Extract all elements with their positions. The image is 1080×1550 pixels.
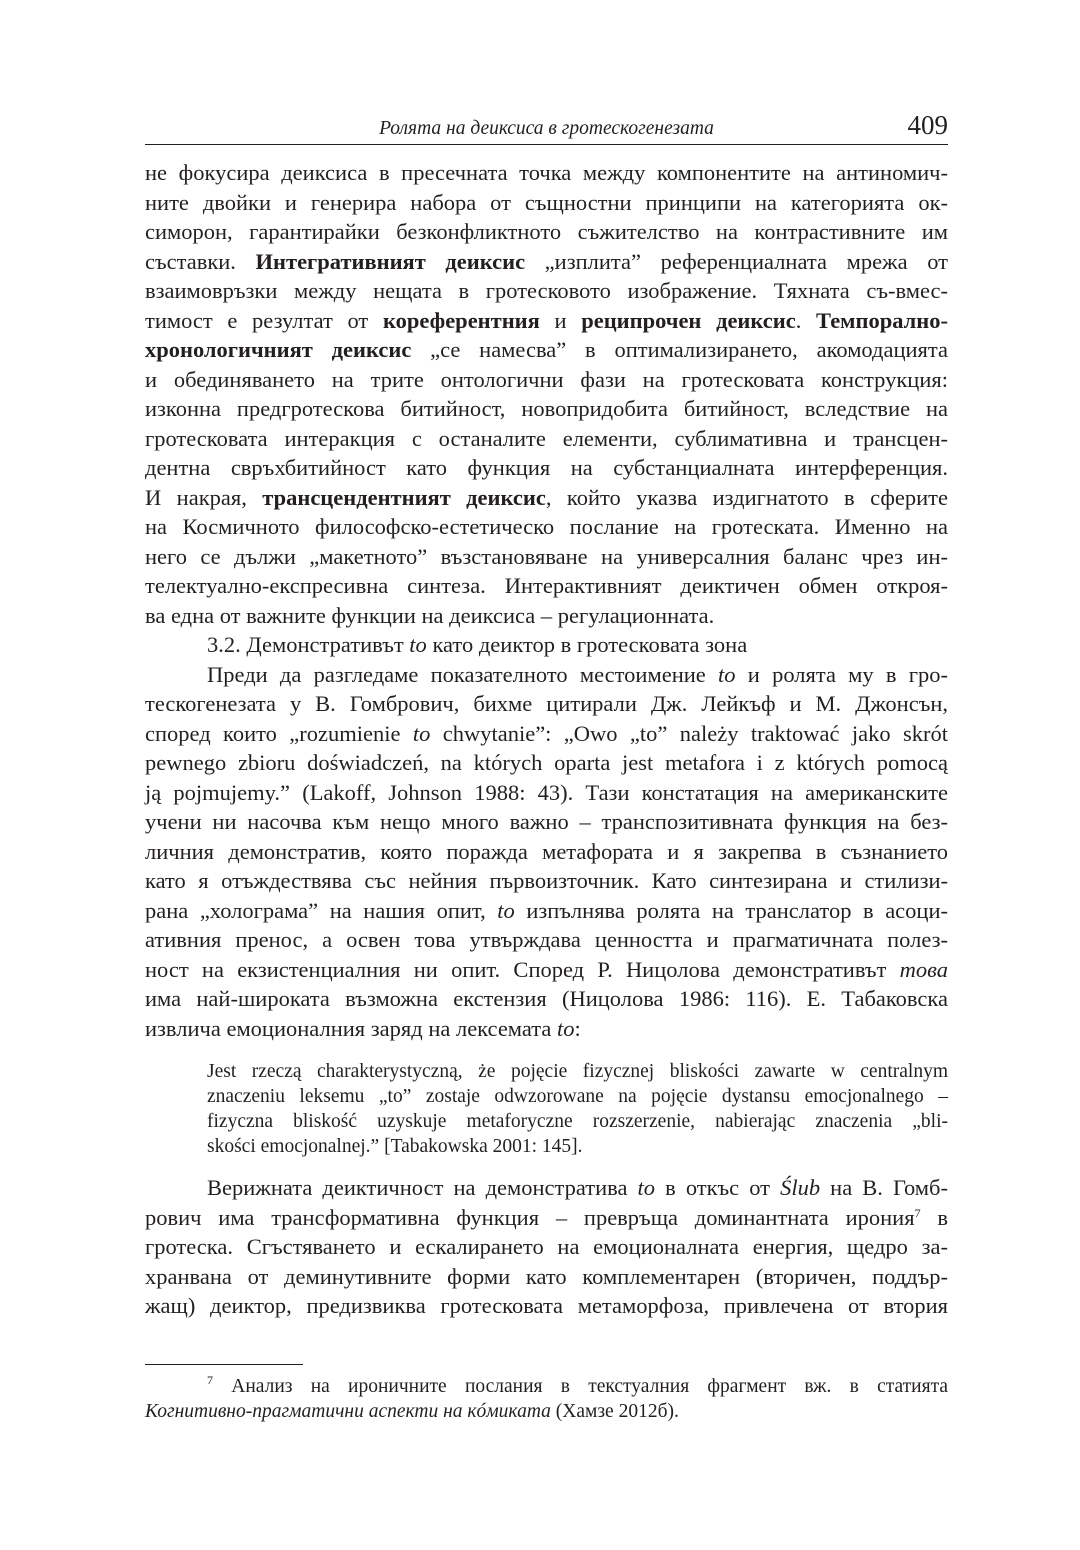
- text-line: не фокусира деиксиса в пресечната точка между компонентите на антиномич-: [145, 160, 948, 185]
- text-line: ните двойки и генерира набора от същностни принципи на категорията ок-: [145, 189, 948, 215]
- text-line: [145, 1203, 948, 1233]
- text-line: жащ) деиктор, предизвиква гротесковата метаморфоза, привлечена от втория: [145, 1293, 948, 1318]
- running-header: [145, 112, 948, 145]
- text-run: , който указва издигнатото в сферите: [545, 484, 949, 510]
- text-line: телектуално-експресивна синтеза. Интерактивният деиктичен обмен откроя-: [145, 573, 948, 598]
- text-line: [145, 955, 948, 985]
- text-line: [145, 247, 948, 277]
- italic-title: Когнитивно-прагматични аспекти на кóмиката: [145, 1401, 551, 1422]
- text-line: [145, 1173, 948, 1203]
- text-line: [145, 719, 948, 749]
- text-run: „изплита” референциалната мрежа от: [525, 248, 948, 274]
- text-line: взаимовръзки между нещата в гротесковото изображение. Тяхната съ-вмес-: [145, 278, 948, 303]
- body-text: [145, 158, 948, 1321]
- section-heading: [145, 630, 948, 660]
- text-run: според които „rozumienie: [145, 720, 413, 746]
- paragraph-chain-deixis: [145, 1173, 948, 1321]
- italic-title: Ślub: [780, 1175, 821, 1200]
- bold-term: хронологичният деиксис: [145, 337, 412, 362]
- text-run: ност на екзистенциалния ни опит. Според Р. Ницолова демонстративът: [145, 956, 900, 982]
- text-line: гротеска. Сгъстяването и ескалирането на емоционалната енергия, щедро за-: [145, 1234, 948, 1259]
- text-line: симорон, гарантирайки безконфликтното съжителство на контрастивните им: [145, 219, 948, 244]
- text-run: в откъс от: [655, 1175, 781, 1200]
- italic-term: to: [409, 632, 427, 657]
- text-run: 3.2. Демонстративът: [207, 632, 410, 657]
- text-line: ва една от важните функции на деиксиса – регулационната.: [145, 602, 715, 628]
- footnote-line: [145, 1399, 948, 1424]
- text-line: гротесковата интеракция с останалите елементи, сублимативна и трансцен-: [145, 425, 948, 451]
- bold-term: Интегративният деиксис: [255, 248, 526, 274]
- text-line: има най-широката възможна екстензия (Ницолова 1986: 116). Е. Табаковска: [145, 986, 948, 1011]
- text-line: тескогенезата у В. Гомбрович, бихме цитирали Дж. Лейкъф и М. Джонсън,: [145, 691, 948, 716]
- text-line: [145, 483, 948, 513]
- bold-term: Темпорално-: [816, 307, 949, 333]
- text-line: като я отъждествява със нейния първоизточник. Като синтезирана и стилизи-: [145, 868, 948, 893]
- italic-term: to: [718, 661, 736, 687]
- text-run: съставки.: [145, 248, 256, 274]
- paragraph-deixis-types: [145, 158, 948, 630]
- quote-line: znaczeniu leksemu „to” zostaje odwzorowane na pojęcie dystansu emocjonalnego –: [207, 1086, 948, 1107]
- text-run: рана „холограма” на нашия опит,: [145, 897, 498, 923]
- text-run: Преди да разгледаме показателното местоимение: [207, 661, 719, 687]
- text-line: [145, 1014, 948, 1044]
- bold-term: реципрочен деиксис: [581, 307, 796, 333]
- text-run: .: [795, 307, 817, 333]
- text-run: Анализ на ироничните послания в текстуалния фрагмент вж. в статията: [213, 1376, 948, 1397]
- running-title: Ролята на деиксиса в гротескогенезата: [379, 118, 714, 139]
- paragraph-demonstrative: [145, 660, 948, 1044]
- text-run: като деиктор в гротесковата зона: [426, 632, 748, 657]
- text-run: и: [539, 307, 582, 333]
- text-line: ją pojmujemy.” (Lakoff, Johnson 1988: 43). Тази констатация на американските: [145, 779, 948, 805]
- text-line: [145, 660, 948, 690]
- text-line: личния демонстратив, която поражда метафората и я закрепва в съзнанието: [145, 838, 948, 864]
- text-line: дентна свръхбитийност като функция на субстанциалната интерференция.: [145, 455, 948, 480]
- italic-term: to: [497, 897, 515, 923]
- quote-line: skości emocjonalnej.” [Tabakowska 2001: 145].: [207, 1136, 583, 1157]
- text-run: И накрая,: [145, 484, 263, 510]
- text-run: chwytanie”: „Owo „to” należy traktować jako skrót: [430, 720, 949, 746]
- footnote-number: 7: [207, 1373, 213, 1387]
- text-line: на Космичното философско-естетическо послание на гротеската. Именно на: [145, 514, 948, 539]
- footnote: [145, 1374, 948, 1424]
- text-run: в: [920, 1204, 949, 1230]
- text-run: рович има трансформативна функция – превръща доминантната ирония: [145, 1204, 915, 1230]
- text-line: [145, 335, 948, 365]
- text-run: Верижната деиктичност на демонстратива: [207, 1175, 638, 1200]
- bold-term: кореферентния: [382, 307, 540, 333]
- footnote-separator: [145, 1364, 303, 1365]
- quote-line: Jest rzeczą charakterystyczną, że pojęcie fizycznej bliskości zawarte w centralnym: [207, 1061, 948, 1082]
- quote-line: fizyczna bliskość uzyskuje metaforyczne rozszerzenie, nabierając znaczenia „bli-: [207, 1111, 948, 1132]
- text-line: и обединяването на трите онтологични фази на гротесковата конструкция:: [145, 366, 948, 392]
- text-line: учени ни насочва към нещо много важно – транспозитивната функция на без-: [145, 809, 948, 834]
- footnote-line: [145, 1374, 948, 1399]
- block-quote: [207, 1059, 948, 1159]
- page-number: 409: [907, 110, 948, 140]
- text-run: (Хамзе 2012б).: [550, 1401, 679, 1422]
- text-run: на В. Гомб-: [820, 1175, 948, 1200]
- italic-term: to: [557, 1015, 575, 1041]
- italic-term: to: [637, 1175, 656, 1200]
- text-run: :: [574, 1015, 581, 1041]
- text-line: изконна предгротескова битийност, новопридобита битийност, вследствие на: [145, 396, 948, 421]
- text-line: [145, 306, 948, 336]
- text-run: и ролята му в гро-: [735, 661, 949, 687]
- text-run: тимост е резултат от: [145, 307, 383, 333]
- text-line: хранвана от деминутивните форми като комплементарен (вторичен, поддър-: [145, 1263, 948, 1289]
- text-line: pewnego zbioru doświadczeń, na których oparta jest metafora i z których pomocą: [145, 750, 948, 775]
- footnote-ref[interactable]: 7: [914, 1205, 921, 1220]
- italic-term: to: [412, 720, 431, 746]
- text-run: изпълнява ролята на транслатор в асоци-: [514, 897, 948, 923]
- text-line: ативния пренос, а освен това утвърждава ценността и прагматичната полез-: [145, 927, 948, 952]
- text-run: извлича емоционалния заряд на лексемата: [145, 1015, 558, 1041]
- bold-term: трансцендентният деиксис: [262, 484, 546, 510]
- italic-term: това: [899, 956, 948, 982]
- text-line: [145, 896, 948, 926]
- text-run: „се намесва” в оптимализирането, акомодацията: [411, 337, 948, 362]
- text-line: него се дължи „макетното” възстановяване на универсалния баланс чрез ин-: [145, 543, 948, 569]
